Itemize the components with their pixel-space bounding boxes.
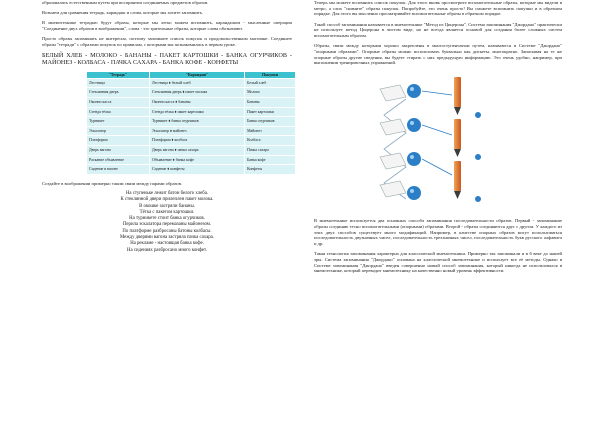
table-header-row [87,72,295,78]
table-row [87,146,295,155]
table-cell: Майонез [245,127,295,136]
table-cell: Эскалатор [87,127,149,136]
poem-line: В окошке застряли бананы. [139,203,195,209]
table-row [87,136,295,145]
table-row [87,165,295,174]
table-header: "Карандаш" [150,72,244,78]
table-row [87,108,295,117]
table-cell: Турникет ♦ банка огурчиков [150,117,244,126]
paragraph: Образы, связи между которыми хорошо закреплены в многоступенчатым путем, называются в Системе "Джордано" "опорными образами". Опорные образы можно использовать буквально как дискеты, многократно. Записывая на те же опорные образы другие сведения, вы будете стирать с них предыдущую информацию. Это очень удобно, например, при выполнении тренировочных упражнений. [314,43,562,66]
poem-line: Между дверями вагона застряла пачка сахара. [119,235,214,241]
table-cell: Стенда тёлка ♦ пакет картошки [150,108,244,117]
poem-line: К стеклянной двери прилеплен пакет молока. [120,197,214,203]
table-cell: Стенда тёлка [87,108,149,117]
table-row [87,88,295,97]
table-cell: Банка кофе [245,156,295,165]
paragraph: Теперь мы можете вспомнить список покупок. Для этого вновь просмотрите вспомогательные образы, которые мы видели в метро, а слих "снимите" образы покупок. Попробуйте, это очень просто! Вы сможете вспомнить покупки и в обратном порядке. Для этого вы мысленно просматривайте вспомогательные образы в обратном порядке. [314,0,562,17]
poem-line: На рекламе - настоящая банка кофе. [130,241,204,247]
table-row [87,117,295,126]
table-row [87,156,295,165]
left-column [42,0,292,254]
table-row [87,98,295,107]
table-cell: Объявление ♦ банка кофе [150,156,244,165]
table-cell: Конфеты [245,165,295,174]
paragraph: Такая технология запоминания характерна для классической мнемотехники. Примерно так запоминали и в 6 веке до нашей эры. Система запоминания "Джордано" основана на классической мнемотехнике и использует все её методы. Однако в Системе запоминания "Джордано" введен совершенно новый способ запоминания, который никогда не использовался в мнемотехнике, который переводит мнемотехнику на качественно новый уровень эффективности. [314,251,562,274]
association-table [86,71,296,175]
table-cell: Стеклянная дверь ♦ пакет молока [150,88,244,97]
right-column [314,0,562,279]
table-cell: Стеклянная дверь [87,88,149,97]
table-cell: Платформа [87,136,149,145]
shopping-list: БЕЛЫЙ ХЛЕБ - МОЛОКО - БАНАНЫ - ПАКЕТ КАРТОШКИ - БАНКА ОГУРЧИКОВ - МАЙОНЕЗ - КОЛБАСА - ПАЧКА САХАРА - БАНКА КОФЕ - КОНФЕТЫ [42,52,292,67]
node-icon [407,84,421,200]
table-header: Покупки [245,72,295,78]
paragraph: Такой способ запоминания называется в мнемотехнике "Метод из Цицерона". Система запоминания "Джордано" практически не использует метод Цицерона в чистом виде, но не всегда является основой для создания более сложных систем вспомогательным образом. [314,21,562,39]
poem-line: По платформе разбросаны батоны колбасы. [122,228,212,234]
table-cell: Сидение в вагоне [87,165,149,174]
table-row [87,127,295,136]
table-cell: Оконно касса [87,98,149,107]
association-poem [42,191,292,254]
table-cell: Пачка сахара [245,146,295,155]
table-cell: Лестница [87,79,149,88]
poem-line: Тётка с пакетом картошки. [139,209,195,215]
paragraph: Создайте в воображении примерно таким связи между парами образов. [42,180,183,186]
table-cell: Лестница ♦ белый хлеб [150,79,244,88]
connector-icon [422,91,481,202]
paragraph: Просто образы запоминать не интересно, поэтому запомните список покупок и продовольственном магазине. Соедините образы "тетради" с образами покупок по правилам, с которыми мы познакомились в первом уроке. [42,36,292,48]
memory-chain-diagram [366,75,506,211]
table-header: "Тетрадь" [87,72,149,78]
paragraph: В мнемотехнике тетрадью будут образы, которые мы легко можем вспомнить, карандашом - мысленные операции "Соединение двух образов в воображении", слова - это зрительные образы, которые слова обозначают. [42,20,292,32]
paragraph: Возьмем для сравнения тетрадь, карандаш и слова, которые мы хотите запомнить. [42,10,204,16]
poem-line: Перила эскалатора перемазаны майонезом. [122,222,212,228]
paragraph: образовались естественным путем при восприятии соединяемых предметов образов. [42,0,209,5]
table-cell: Белый хлеб [245,79,295,88]
table-cell: Бананы [245,98,295,107]
table-cell: Эскалатор ♦ майонез [150,127,244,136]
poem-line: На ступеньке лежит батон белого хлеба. [125,190,209,196]
paragraph: В мнемотехнике используется два основных способа запоминания последовательности образов. Первый - запоминание образы соединяю тесно вспомогательными (опорными) образами. Второй - образы соединяются друг с другом. У каждого из этих двух способов существует много модификаций. Например, в качестве опорных образов могут использоваться последовательность двузначных чисел, последовательность трехзначных чисел, последовательность букв русского алфавита и др. [314,218,562,247]
table-cell: Молоко [245,88,295,97]
table-cell: Банка огурчиков [245,117,295,126]
table-cell: Дверь вагона ♦ пачка сахара [150,146,244,155]
table-cell: Платформа ♦ колбаса [150,136,244,145]
table-cell: Пакет картошки [245,108,295,117]
table-cell: Раскание объявление [87,156,149,165]
table-cell: Дверь вагона [87,146,149,155]
table-cell: Оконно касса ♦ бананы [150,98,244,107]
table-cell: Колбаса [245,136,295,145]
table-row [87,79,295,88]
poem-line: На сидениях разбросано много конфет. [127,247,207,253]
poem-line: На турникете стоит банка огурчиков. [129,216,205,222]
table-cell: Сидение ♦ конфеты [150,165,244,174]
table-cell: Турникет [87,117,149,126]
pencil-icon [454,77,461,199]
